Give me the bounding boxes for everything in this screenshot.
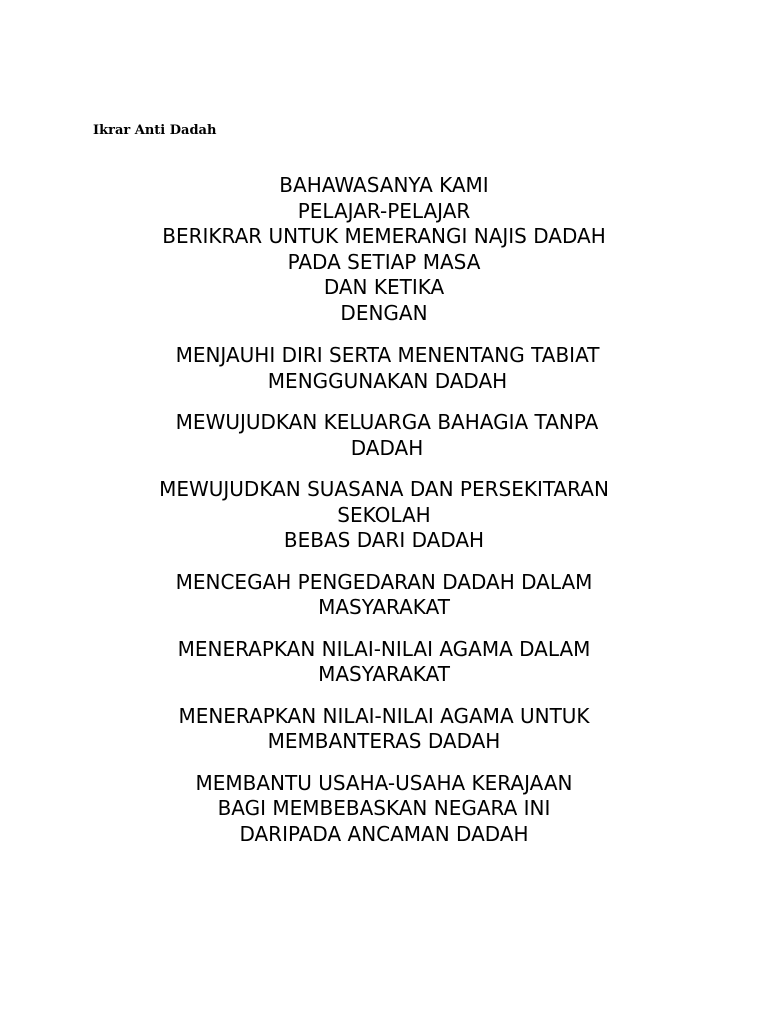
document-title: Ikrar Anti Dadah xyxy=(93,123,217,138)
pledge-line: DARIPADA ANCAMAN DADAH xyxy=(239,821,529,846)
pledge-line: MASYARAKAT xyxy=(318,662,450,686)
pledge-stanza xyxy=(0,477,768,554)
pledge-line: MENJAUHI DIRI SERTA MENENTANG TABIAT xyxy=(175,343,600,367)
pledge-line: MENGGUNAKAN DADAH xyxy=(267,368,508,393)
pledge-line: MEMBANTERAS DADAH xyxy=(267,729,501,753)
pledge-line: BAHAWASANYA KAMI xyxy=(279,173,489,197)
pledge-line: DADAH xyxy=(350,435,424,460)
pledge-line: MENERAPKAN NILAI-NILAI AGAMA DALAM xyxy=(177,636,591,661)
pledge-line: PELAJAR-PELAJAR xyxy=(297,198,471,223)
pledge-stanza xyxy=(0,771,768,848)
pledge-text xyxy=(0,173,768,863)
pledge-line: MEWUJUDKAN SUASANA DAN PERSEKITARAN xyxy=(159,477,609,501)
pledge-line: MEWUJUDKAN KELUARGA BAHAGIA TANPA xyxy=(175,410,599,434)
pledge-line: BERIKRAR UNTUK MEMERANGI NAJIS DADAH xyxy=(162,224,606,248)
pledge-stanza xyxy=(7,343,768,394)
pledge-stanza xyxy=(0,637,768,688)
pledge-line: BAGI MEMBEBASKAN NEGARA INI xyxy=(217,796,551,820)
pledge-line: MEMBANTU USAHA-USAHA KERAJAAN xyxy=(195,770,573,795)
pledge-stanza xyxy=(0,704,768,755)
pledge-line: MASYARAKAT xyxy=(318,595,450,619)
pledge-line: MENCEGAH PENGEDARAN DADAH DALAM xyxy=(175,569,593,594)
pledge-stanza xyxy=(0,570,768,621)
pledge-line: SEKOLAH xyxy=(337,502,431,527)
pledge-line: MENERAPKAN NILAI-NILAI AGAMA UNTUK xyxy=(178,703,590,728)
pledge-line: DAN KETIKA xyxy=(323,275,445,299)
pledge-stanza xyxy=(0,173,768,326)
pledge-line: DENGAN xyxy=(340,300,428,325)
pledge-line: PADA SETIAP MASA xyxy=(287,249,481,274)
pledge-stanza xyxy=(6,410,768,461)
pledge-line: BEBAS DARI DADAH xyxy=(283,528,485,552)
